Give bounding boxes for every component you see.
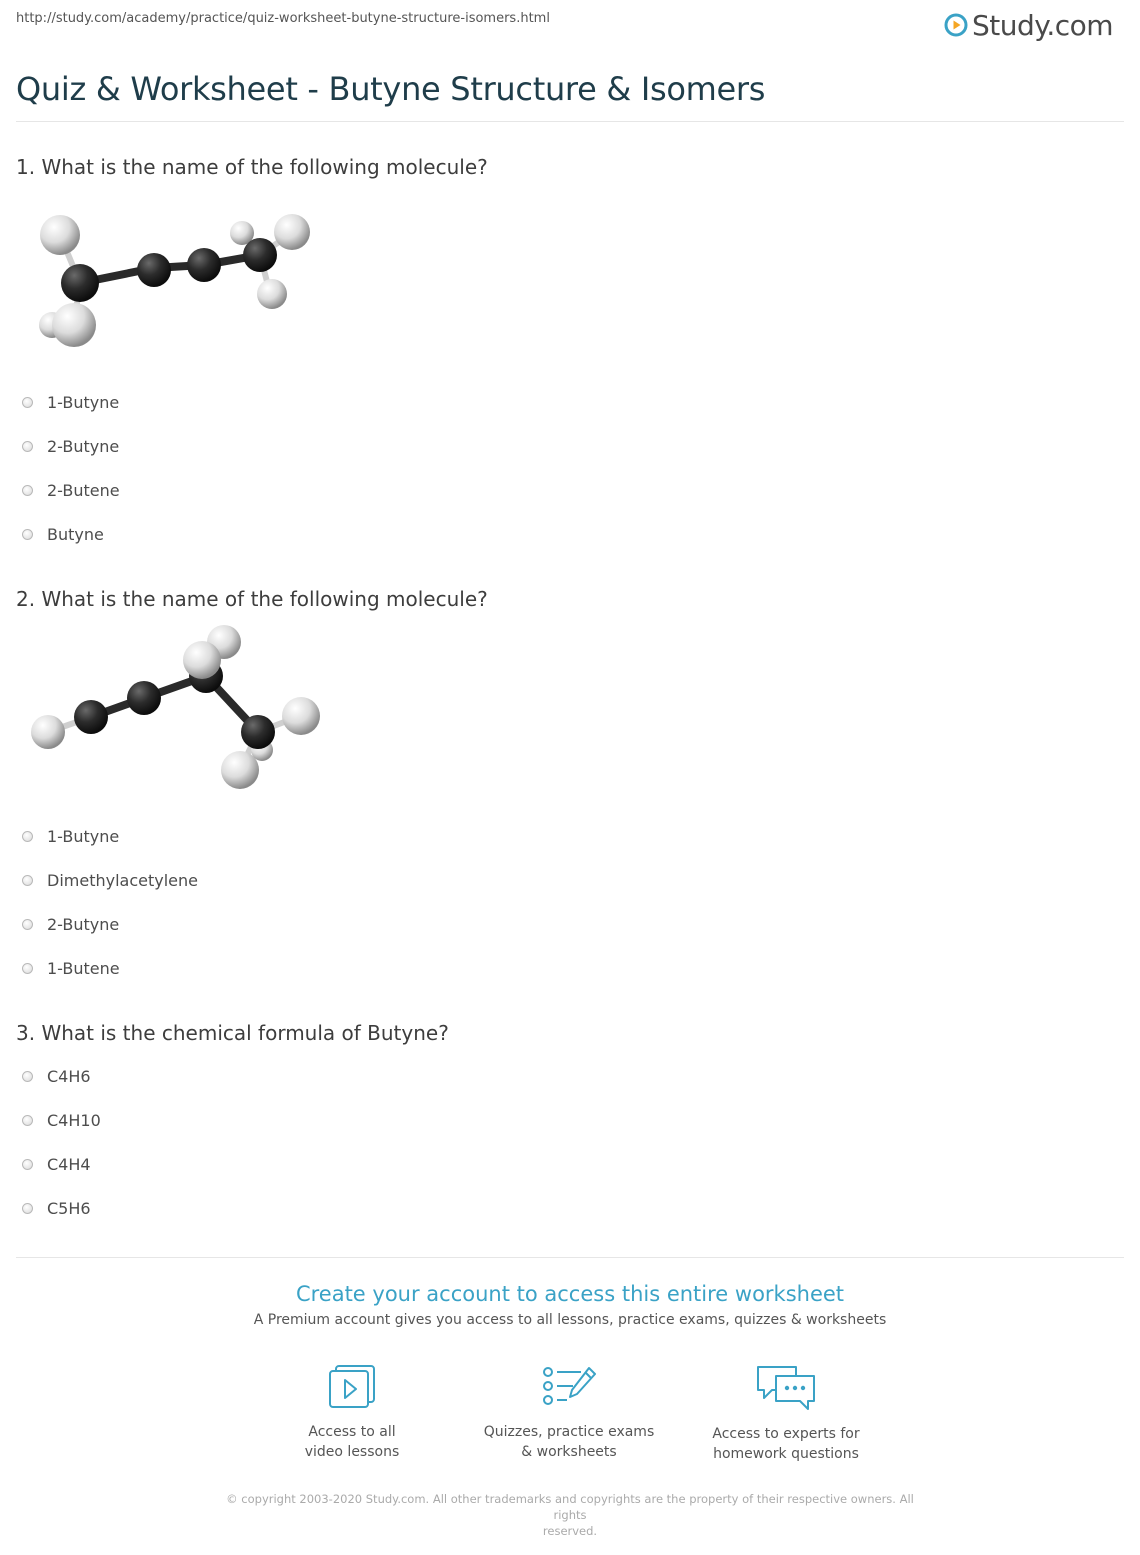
radio-button[interactable]	[22, 441, 33, 452]
quiz-checklist-icon	[541, 1364, 597, 1410]
option-label: 2-Butyne	[47, 437, 120, 456]
q1-option-3[interactable]	[22, 481, 120, 500]
option-label: Butyne	[47, 525, 104, 544]
radio-button[interactable]	[22, 485, 33, 496]
q2-option-3[interactable]	[22, 915, 119, 934]
q3-option-4[interactable]	[22, 1199, 91, 1218]
q2-option-1[interactable]	[22, 827, 119, 846]
option-label: 2-Butene	[47, 481, 120, 500]
q3-option-1[interactable]	[22, 1067, 91, 1086]
cta-divider	[16, 1257, 1124, 1258]
feature-label-line1: Access to experts for	[712, 1426, 860, 1442]
option-label: 1-Butyne	[47, 393, 120, 412]
study-logo[interactable]	[944, 8, 1113, 42]
radio-button[interactable]	[22, 919, 33, 930]
radio-button[interactable]	[22, 1203, 33, 1214]
video-lessons-icon	[326, 1364, 378, 1410]
option-label: 2-Butyne	[47, 915, 120, 934]
logo-text: Study.com	[972, 8, 1114, 42]
feature-label-line2: homework questions	[713, 1446, 859, 1462]
q1-option-4[interactable]	[22, 525, 104, 544]
chat-experts-icon	[754, 1364, 818, 1412]
radio-button[interactable]	[22, 1071, 33, 1082]
option-label: 1-Butene	[47, 959, 120, 978]
option-label: C5H6	[47, 1199, 91, 1218]
radio-button[interactable]	[22, 529, 33, 540]
copyright-line1: © copyright 2003-2020 Study.com. All other trademarks and copyrights are the property of their respective owners. All rights	[226, 1492, 914, 1522]
option-label: C4H4	[47, 1155, 91, 1174]
cta-subtitle: A Premium account gives you access to all lessons, practice exams, quizzes & worksheets	[253, 1312, 887, 1328]
copyright-line2: reserved.	[542, 1524, 598, 1538]
q2-option-4[interactable]	[22, 959, 120, 978]
radio-button[interactable]	[22, 1159, 33, 1170]
feature-video-lessons	[252, 1364, 452, 1462]
q3-option-2[interactable]	[22, 1111, 101, 1130]
option-label: C4H6	[47, 1067, 91, 1086]
q2-option-2[interactable]	[22, 871, 198, 890]
question-3-text: 3. What is the chemical formula of Butyne?	[16, 1021, 449, 1045]
radio-button[interactable]	[22, 831, 33, 842]
copyright-footer	[210, 1491, 930, 1539]
q1-option-1[interactable]	[22, 393, 119, 412]
option-label: Dimethylacetylene	[47, 871, 198, 890]
question-1-text: 1. What is the name of the following molecule?	[16, 155, 488, 179]
page-title: Quiz & Worksheet - Butyne Structure & Isomers	[16, 70, 766, 108]
radio-button[interactable]	[22, 1115, 33, 1126]
feature-quizzes	[469, 1364, 669, 1462]
molecule-2-butyne-image	[24, 205, 324, 355]
feature-label-line1: Quizzes, practice exams	[483, 1424, 655, 1440]
q3-option-3[interactable]	[22, 1155, 91, 1174]
feature-experts	[686, 1364, 886, 1464]
molecule-1-butyne-image	[24, 622, 334, 797]
page-url: http://study.com/academy/practice/quiz-worksheet-butyne-structure-isomers.html	[16, 11, 550, 26]
question-2-text: 2. What is the name of the following molecule?	[16, 587, 488, 611]
feature-label-line2: & worksheets	[521, 1444, 617, 1460]
feature-label-line1: Access to all	[308, 1424, 396, 1440]
radio-button[interactable]	[22, 875, 33, 886]
radio-button[interactable]	[22, 963, 33, 974]
title-divider	[16, 121, 1124, 122]
feature-label-line2: video lessons	[304, 1444, 400, 1460]
create-account-link[interactable]: Create your account to access this entire worksheet	[295, 1282, 845, 1306]
option-label: 1-Butyne	[47, 827, 120, 846]
option-label: C4H10	[47, 1111, 101, 1130]
radio-button[interactable]	[22, 397, 33, 408]
play-circle-icon	[944, 13, 968, 37]
q1-option-2[interactable]	[22, 437, 119, 456]
